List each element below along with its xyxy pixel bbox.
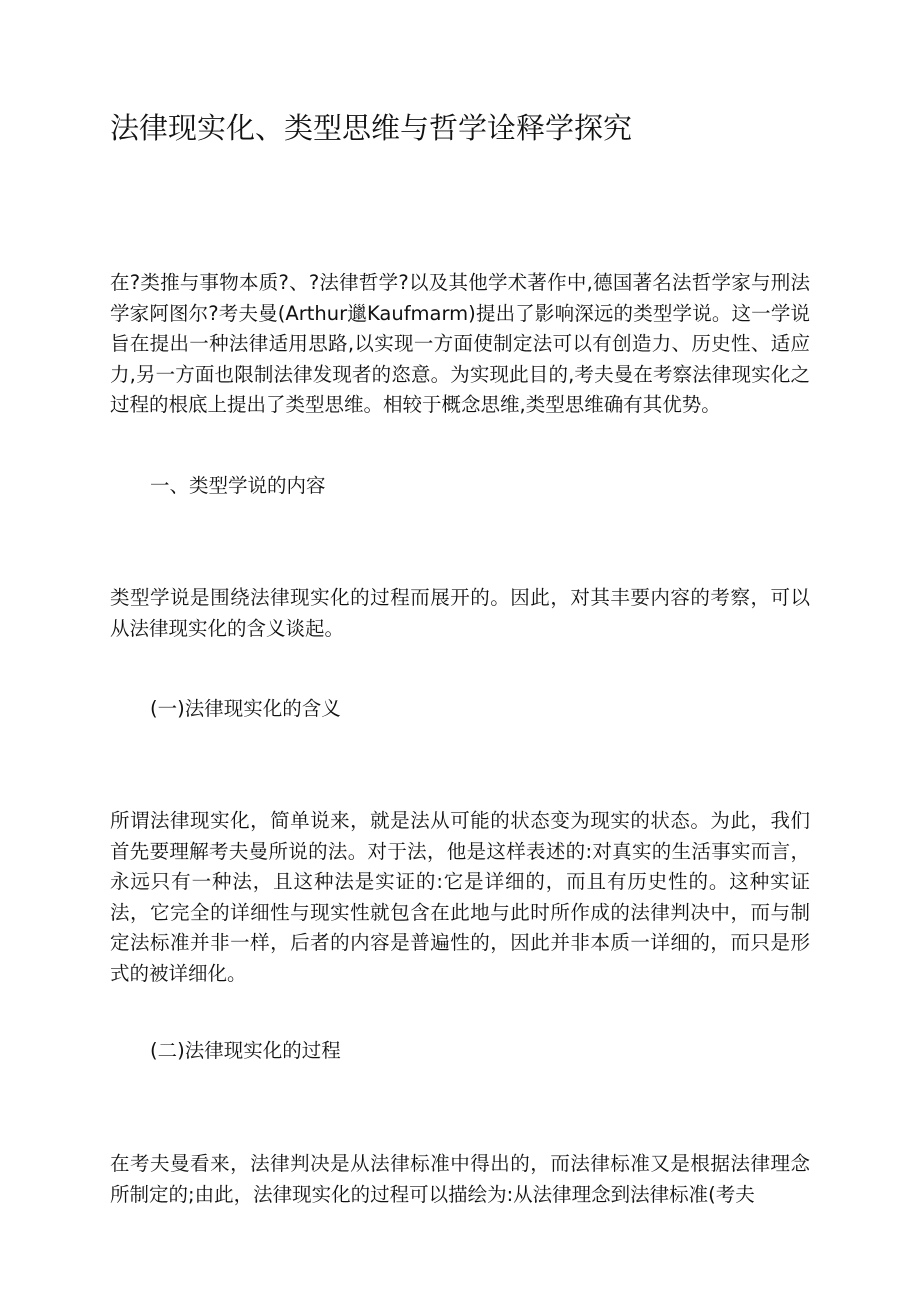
paragraph-subsection-2: 在考夫曼看来，法律判决是从法律标准中得出的，而法律标准又是根据法律理念所制定的;由此，法律现实化的过程可以描绘为:从法律理念到法律标准(考夫 (110, 1152, 810, 1206)
subsection-heading-2: (二)法律现实化的过程 (150, 1039, 341, 1062)
document-title: 法律现实化、类型思维与哲学诠释学探究 (110, 111, 633, 145)
subsection-heading-1: (一)法律现实化的含义 (150, 697, 341, 720)
paragraph-section-1: 类型学说是围绕法律现实化的过程而展开的。因此，对其丰要内容的考察，可以从法律现实化的含义谈起。 (110, 586, 810, 640)
section-heading-1: 一、类型学说的内容 (150, 474, 326, 497)
paragraph-subsection-1: 所谓法律现实化，简单说来，就是法从可能的状态变为现实的状态。为此，我们首先要理解考夫曼所说的法。对于法，他是这样表述的:对真实的生活事实而言，永远只有一种法，且这种法是实证的:它是详细的，而且有历史性的。这种实证法，它完全的详细性与现实性就包含在此地与此时所作成的法律判决中，而与制定法标准并非一样，后者的内容是普遍性的，因此并非本质一详细的，而只是形式的被详细化。 (110, 809, 810, 985)
paragraph-intro: 在?类推与事物本质?、?法律哲学?以及其他学术著作中,德国著名法哲学家与刑法学家阿图尔?考夫曼(Arthur邋Kaufmarm)提出了影响深远的类型学说。这一学说旨在提出一种法律适用思路,以实现一方面使制定法可以有创造力、历史性、适应力,另一方面也限制法律发现者的恣意。为实现此目的,考夫曼在考察法律现实化之过程的根底上提出了类型思维。相较于概念思维,类型思维确有其优势。 (110, 271, 810, 416)
